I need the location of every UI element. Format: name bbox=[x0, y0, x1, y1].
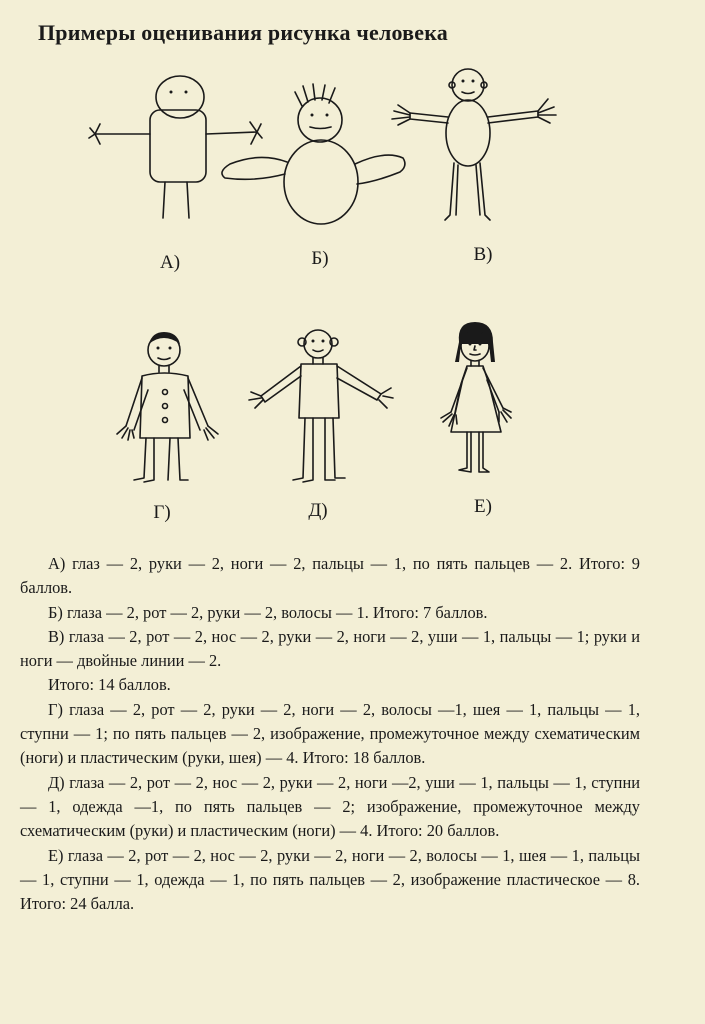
figure-a-label: А) bbox=[159, 252, 181, 273]
figure-e-label: Д) bbox=[308, 500, 328, 521]
paragraph-c: В) глаза — 2, рот — 2, нос — 2, руки — 2, ноги — 2, уши — 1, пальцы — 1; руки и ноги — двойные линии — 2. bbox=[20, 626, 640, 671]
paragraph-a: А) глаз — 2, руки — 2, ноги — 2, пальцы — 1, по пять пальцев — 2. Итого: 9 баллов. bbox=[20, 554, 640, 598]
figure-b-label: Б) bbox=[311, 248, 329, 269]
paragraph-c-total: Итого: 14 баллов. bbox=[48, 675, 171, 695]
figure-d-label: Г) bbox=[153, 502, 171, 523]
figure-f-drawing bbox=[437, 322, 527, 482]
scoring-description bbox=[20, 552, 640, 916]
paragraph-f: Е) глаза — 2, рот — 2, нос — 2, руки — 2, ноги — 2, волосы — 1, шея — 1, пальцы — 1, ступни — 1, одежда — 1, по пять пальцев — 2, изображение пластическое — 8. Итого: 24 балла. bbox=[20, 845, 640, 914]
paragraph-e: Д) глаза — 2, рот — 2, нос — 2, руки — 2, ноги —2, уши — 1, пальцы — 1, ступни — 1, одежда —1, по пять пальцев — 2; изображение, промежуточное между схематическим (руки) и пластическим (ноги) — 4. Итого: 20 баллов. bbox=[20, 772, 640, 841]
figure-d-drawing bbox=[112, 330, 232, 490]
figure-f-label: Е) bbox=[474, 496, 492, 517]
page-title: Примеры оценивания рисунка человека bbox=[38, 20, 448, 45]
figure-b-drawing bbox=[215, 82, 415, 232]
figure-c-drawing bbox=[390, 65, 560, 230]
figure-c-label: В) bbox=[473, 244, 493, 265]
figure-e-drawing bbox=[245, 328, 395, 488]
paragraph-b: Б) глаза — 2, рот — 2, руки — 2, волосы — 1. Итого: 7 баллов. bbox=[48, 602, 488, 622]
paragraph-d: Г) глаза — 2, рот — 2, руки — 2, ноги — 2, волосы —1, шея — 1, пальцы — 1, ступни — 1; по пять пальцев — 2, изображение, промежуточное между схематическим (ноги) и пластическим (руки, шея) — 4. Итого: 18 баллов. bbox=[20, 699, 640, 768]
